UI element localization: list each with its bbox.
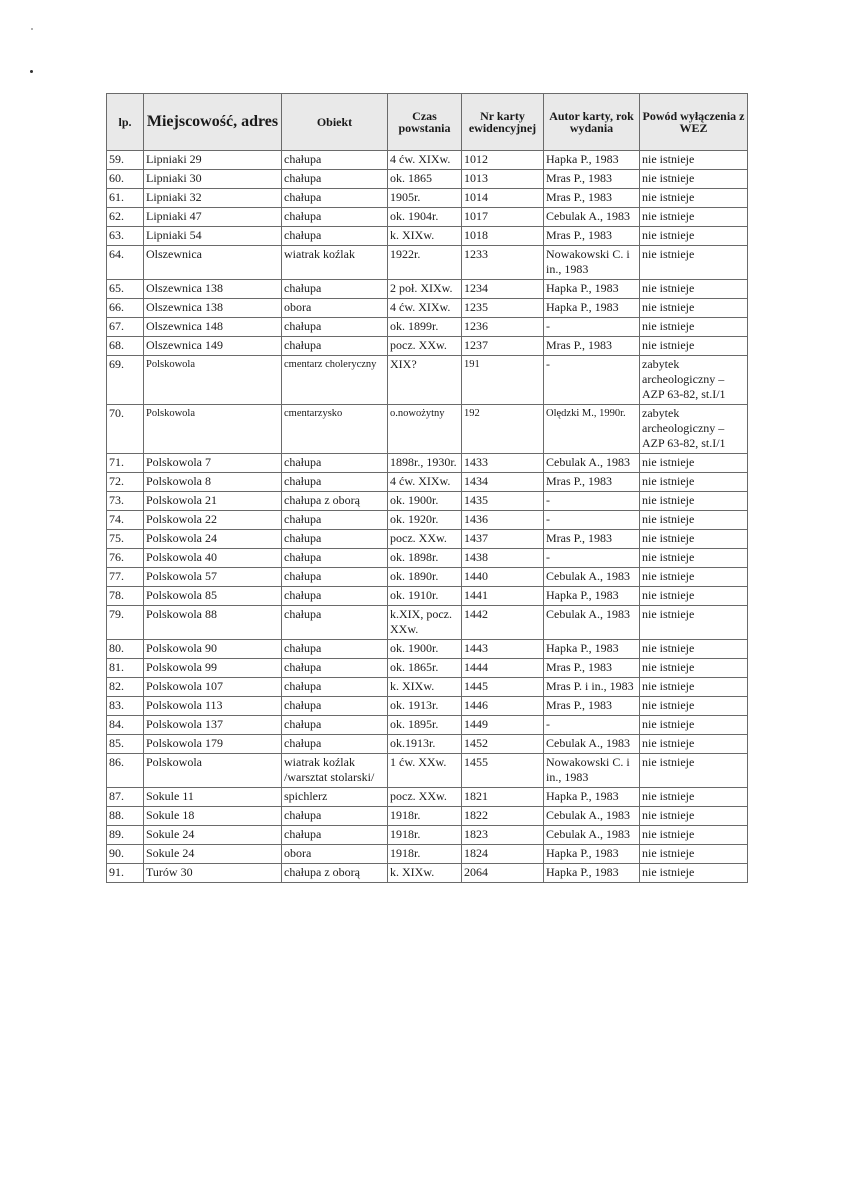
cell-lp: 75.: [107, 530, 144, 549]
column-header-object: Obiekt: [282, 94, 388, 151]
cell-card-number: 1012: [462, 151, 544, 170]
cell-author: -: [544, 511, 640, 530]
cell-object: chałupa: [282, 337, 388, 356]
cell-reason: nie istnieje: [640, 659, 748, 678]
cell-location: Polskowola: [144, 356, 282, 405]
cell-reason: nie istnieje: [640, 735, 748, 754]
cell-object: obora: [282, 299, 388, 318]
cell-object: chałupa: [282, 280, 388, 299]
cell-author: -: [544, 492, 640, 511]
cell-lp: 78.: [107, 587, 144, 606]
cell-date: ok. 1910r.: [388, 587, 462, 606]
cell-card-number: 1822: [462, 807, 544, 826]
cell-reason: nie istnieje: [640, 530, 748, 549]
cell-date: 4 ćw. XIXw.: [388, 299, 462, 318]
cell-reason: zabytek archeologiczny – AZP 63-82, st.I/1: [640, 356, 748, 405]
column-header-author: Autor karty, rok wydania: [544, 94, 640, 151]
cell-reason: nie istnieje: [640, 473, 748, 492]
cell-card-number: 1441: [462, 587, 544, 606]
table-row: [107, 246, 748, 280]
cell-object: chałupa: [282, 189, 388, 208]
cell-date: ok. 1904r.: [388, 208, 462, 227]
cell-location: Lipniaki 47: [144, 208, 282, 227]
cell-author: Hapka P., 1983: [544, 640, 640, 659]
table-row: [107, 587, 748, 606]
cell-card-number: 1434: [462, 473, 544, 492]
cell-reason: nie istnieje: [640, 697, 748, 716]
cell-card-number: 1018: [462, 227, 544, 246]
cell-object: chałupa: [282, 807, 388, 826]
cell-lp: 87.: [107, 788, 144, 807]
cell-location: Turów 30: [144, 864, 282, 883]
cell-card-number: 1234: [462, 280, 544, 299]
cell-lp: 83.: [107, 697, 144, 716]
cell-lp: 65.: [107, 280, 144, 299]
table-row: [107, 826, 748, 845]
table-row: [107, 492, 748, 511]
scan-speck: [31, 28, 33, 30]
cell-object: wiatrak koźlak /warsztat stolarski/: [282, 754, 388, 788]
cell-lp: 67.: [107, 318, 144, 337]
table-row: [107, 549, 748, 568]
table-row: [107, 568, 748, 587]
cell-date: k.XIX, pocz. XXw.: [388, 606, 462, 640]
cell-date: 4 ćw. XIXw.: [388, 151, 462, 170]
cell-card-number: 1446: [462, 697, 544, 716]
cell-reason: nie istnieje: [640, 511, 748, 530]
cell-author: Nowakowski C. i in., 1983: [544, 246, 640, 280]
cell-date: ok. 1895r.: [388, 716, 462, 735]
table-row: [107, 337, 748, 356]
cell-location: Polskowola 7: [144, 454, 282, 473]
cell-lp: 62.: [107, 208, 144, 227]
cell-lp: 68.: [107, 337, 144, 356]
cell-lp: 66.: [107, 299, 144, 318]
cell-lp: 88.: [107, 807, 144, 826]
cell-object: chałupa: [282, 208, 388, 227]
cell-reason: nie istnieje: [640, 864, 748, 883]
cell-date: ok. 1913r.: [388, 697, 462, 716]
cell-location: Polskowola 57: [144, 568, 282, 587]
table-row: [107, 280, 748, 299]
table-row: [107, 405, 748, 454]
table-row: [107, 864, 748, 883]
cell-lp: 76.: [107, 549, 144, 568]
cell-lp: 90.: [107, 845, 144, 864]
cell-reason: nie istnieje: [640, 826, 748, 845]
table-body: [107, 151, 748, 883]
cell-reason: nie istnieje: [640, 606, 748, 640]
cell-reason: nie istnieje: [640, 280, 748, 299]
cell-card-number: 1433: [462, 454, 544, 473]
table-row: [107, 678, 748, 697]
cell-location: Polskowola 24: [144, 530, 282, 549]
cell-object: chałupa: [282, 549, 388, 568]
cell-card-number: 1438: [462, 549, 544, 568]
cell-date: ok. 1899r.: [388, 318, 462, 337]
cell-location: Lipniaki 30: [144, 170, 282, 189]
cell-reason: nie istnieje: [640, 227, 748, 246]
cell-author: Cebulak A., 1983: [544, 208, 640, 227]
cell-object: chałupa: [282, 151, 388, 170]
table-header-row: [107, 94, 748, 151]
cell-card-number: 1013: [462, 170, 544, 189]
cell-card-number: 2064: [462, 864, 544, 883]
cell-card-number: 1442: [462, 606, 544, 640]
cell-lp: 74.: [107, 511, 144, 530]
cell-lp: 86.: [107, 754, 144, 788]
table-row: [107, 697, 748, 716]
cell-reason: nie istnieje: [640, 678, 748, 697]
cell-lp: 81.: [107, 659, 144, 678]
cell-card-number: 1824: [462, 845, 544, 864]
table-row: [107, 454, 748, 473]
table-row: [107, 318, 748, 337]
cell-location: Polskowola 137: [144, 716, 282, 735]
cell-lp: 82.: [107, 678, 144, 697]
cell-date: ok. 1890r.: [388, 568, 462, 587]
cell-reason: nie istnieje: [640, 208, 748, 227]
cell-author: -: [544, 716, 640, 735]
cell-date: XIX?: [388, 356, 462, 405]
cell-date: 2 poł. XIXw.: [388, 280, 462, 299]
cell-author: Mras P., 1983: [544, 697, 640, 716]
cell-author: Mras P., 1983: [544, 337, 640, 356]
cell-card-number: 191: [462, 356, 544, 405]
cell-location: Polskowola 22: [144, 511, 282, 530]
cell-author: Hapka P., 1983: [544, 864, 640, 883]
cell-author: -: [544, 549, 640, 568]
cell-author: Hapka P., 1983: [544, 788, 640, 807]
cell-object: chałupa: [282, 587, 388, 606]
cell-location: Lipniaki 54: [144, 227, 282, 246]
cell-date: 4 ćw. XIXw.: [388, 473, 462, 492]
cell-object: chałupa: [282, 716, 388, 735]
cell-location: Olszewnica: [144, 246, 282, 280]
cell-reason: nie istnieje: [640, 189, 748, 208]
table-row: [107, 170, 748, 189]
cell-object: chałupa: [282, 530, 388, 549]
cell-author: Nowakowski C. i in., 1983: [544, 754, 640, 788]
cell-lp: 73.: [107, 492, 144, 511]
cell-author: Hapka P., 1983: [544, 845, 640, 864]
cell-date: ok. 1898r.: [388, 549, 462, 568]
cell-location: Polskowola: [144, 405, 282, 454]
table-row: [107, 208, 748, 227]
table-row: [107, 659, 748, 678]
cell-location: Polskowola 40: [144, 549, 282, 568]
cell-object: cmentarz choleryczny: [282, 356, 388, 405]
cell-lp: 60.: [107, 170, 144, 189]
cell-date: ok. 1920r.: [388, 511, 462, 530]
cell-date: ok.1913r.: [388, 735, 462, 754]
cell-author: Hapka P., 1983: [544, 587, 640, 606]
cell-date: 1922r.: [388, 246, 462, 280]
table-row: [107, 606, 748, 640]
cell-location: Lipniaki 29: [144, 151, 282, 170]
cell-location: Olszewnica 148: [144, 318, 282, 337]
table-row: [107, 511, 748, 530]
cell-card-number: 1455: [462, 754, 544, 788]
table-row: [107, 716, 748, 735]
cell-card-number: 1236: [462, 318, 544, 337]
cell-object: chałupa: [282, 606, 388, 640]
cell-object: chałupa: [282, 640, 388, 659]
cell-card-number: 1445: [462, 678, 544, 697]
cell-date: pocz. XXw.: [388, 337, 462, 356]
cell-author: Mras P., 1983: [544, 473, 640, 492]
cell-reason: nie istnieje: [640, 170, 748, 189]
cell-lp: 79.: [107, 606, 144, 640]
cell-reason: nie istnieje: [640, 640, 748, 659]
cell-author: Cebulak A., 1983: [544, 807, 640, 826]
cell-date: 1 ćw. XXw.: [388, 754, 462, 788]
cell-reason: nie istnieje: [640, 716, 748, 735]
cell-object: chałupa: [282, 473, 388, 492]
column-header-card-number: Nr karty ewidencyjnej: [462, 94, 544, 151]
cell-date: pocz. XXw.: [388, 530, 462, 549]
cell-author: Cebulak A., 1983: [544, 826, 640, 845]
cell-object: chałupa: [282, 735, 388, 754]
cell-date: o.nowożytny: [388, 405, 462, 454]
cell-lp: 63.: [107, 227, 144, 246]
cell-author: Cebulak A., 1983: [544, 568, 640, 587]
cell-location: Olszewnica 138: [144, 299, 282, 318]
cell-card-number: 1436: [462, 511, 544, 530]
cell-date: ok. 1900r.: [388, 492, 462, 511]
cell-reason: zabytek archeologiczny – AZP 63-82, st.I/1: [640, 405, 748, 454]
table-row: [107, 356, 748, 405]
cell-reason: nie istnieje: [640, 845, 748, 864]
scan-speck: [30, 70, 33, 73]
cell-author: Cebulak A., 1983: [544, 735, 640, 754]
cell-reason: nie istnieje: [640, 807, 748, 826]
cell-card-number: 1443: [462, 640, 544, 659]
cell-card-number: 1437: [462, 530, 544, 549]
cell-location: Polskowola 21: [144, 492, 282, 511]
table-row: [107, 473, 748, 492]
cell-lp: 84.: [107, 716, 144, 735]
cell-card-number: 1823: [462, 826, 544, 845]
heritage-table: [106, 93, 748, 883]
cell-lp: 64.: [107, 246, 144, 280]
cell-reason: nie istnieje: [640, 754, 748, 788]
cell-object: chałupa: [282, 227, 388, 246]
cell-lp: 89.: [107, 826, 144, 845]
cell-author: -: [544, 318, 640, 337]
cell-author: Cebulak A., 1983: [544, 454, 640, 473]
cell-reason: nie istnieje: [640, 492, 748, 511]
cell-object: spichlerz: [282, 788, 388, 807]
cell-location: Polskowola 85: [144, 587, 282, 606]
cell-object: chałupa z oborą: [282, 492, 388, 511]
cell-lp: 77.: [107, 568, 144, 587]
cell-location: Sokule 24: [144, 826, 282, 845]
cell-lp: 61.: [107, 189, 144, 208]
cell-location: Polskowola 179: [144, 735, 282, 754]
cell-reason: nie istnieje: [640, 568, 748, 587]
cell-location: Sokule 24: [144, 845, 282, 864]
cell-author: Hapka P., 1983: [544, 280, 640, 299]
cell-date: 1898r., 1930r.: [388, 454, 462, 473]
table-row: [107, 299, 748, 318]
cell-reason: nie istnieje: [640, 151, 748, 170]
table-row: [107, 845, 748, 864]
cell-lp: 70.: [107, 405, 144, 454]
table-row: [107, 189, 748, 208]
cell-reason: nie istnieje: [640, 337, 748, 356]
cell-lp: 72.: [107, 473, 144, 492]
cell-object: chałupa: [282, 454, 388, 473]
cell-object: chałupa: [282, 826, 388, 845]
cell-object: chałupa: [282, 678, 388, 697]
cell-author: Mras P., 1983: [544, 530, 640, 549]
cell-location: Polskowola 99: [144, 659, 282, 678]
cell-card-number: 1444: [462, 659, 544, 678]
cell-lp: 85.: [107, 735, 144, 754]
cell-date: k. XIXw.: [388, 678, 462, 697]
cell-card-number: 1440: [462, 568, 544, 587]
cell-object: cmentarzysko: [282, 405, 388, 454]
cell-location: Olszewnica 138: [144, 280, 282, 299]
cell-location: Polskowola 113: [144, 697, 282, 716]
cell-lp: 59.: [107, 151, 144, 170]
cell-card-number: 1449: [462, 716, 544, 735]
column-header-lp: lp.: [107, 94, 144, 151]
cell-card-number: 192: [462, 405, 544, 454]
cell-date: 1918r.: [388, 845, 462, 864]
cell-reason: nie istnieje: [640, 454, 748, 473]
cell-card-number: 1235: [462, 299, 544, 318]
cell-object: chałupa: [282, 568, 388, 587]
cell-author: Mras P., 1983: [544, 170, 640, 189]
cell-author: Mras P., 1983: [544, 659, 640, 678]
cell-card-number: 1452: [462, 735, 544, 754]
cell-date: pocz. XXw.: [388, 788, 462, 807]
cell-location: Polskowola 88: [144, 606, 282, 640]
cell-object: obora: [282, 845, 388, 864]
cell-reason: nie istnieje: [640, 246, 748, 280]
cell-location: Sokule 18: [144, 807, 282, 826]
cell-author: Cebulak A., 1983: [544, 606, 640, 640]
table-row: [107, 735, 748, 754]
cell-reason: nie istnieje: [640, 318, 748, 337]
cell-location: Polskowola: [144, 754, 282, 788]
cell-lp: 69.: [107, 356, 144, 405]
cell-location: Sokule 11: [144, 788, 282, 807]
cell-author: Mras P., 1983: [544, 189, 640, 208]
cell-reason: nie istnieje: [640, 549, 748, 568]
cell-date: 1905r.: [388, 189, 462, 208]
table-row: [107, 227, 748, 246]
cell-card-number: 1017: [462, 208, 544, 227]
cell-card-number: 1233: [462, 246, 544, 280]
cell-author: Hapka P., 1983: [544, 299, 640, 318]
cell-object: chałupa: [282, 318, 388, 337]
cell-location: Polskowola 107: [144, 678, 282, 697]
cell-location: Polskowola 90: [144, 640, 282, 659]
cell-object: wiatrak koźlak: [282, 246, 388, 280]
cell-reason: nie istnieje: [640, 299, 748, 318]
cell-date: k. XIXw.: [388, 864, 462, 883]
column-header-reason: Powód wyłączenia z WEZ: [640, 94, 748, 151]
cell-date: k. XIXw.: [388, 227, 462, 246]
table-row: [107, 151, 748, 170]
cell-object: chałupa: [282, 659, 388, 678]
cell-date: ok. 1865: [388, 170, 462, 189]
cell-lp: 71.: [107, 454, 144, 473]
table-row: [107, 530, 748, 549]
cell-author: Mras P., 1983: [544, 227, 640, 246]
table-row: [107, 640, 748, 659]
cell-card-number: 1435: [462, 492, 544, 511]
cell-lp: 91.: [107, 864, 144, 883]
cell-author: Mras P. i in., 1983: [544, 678, 640, 697]
table-row: [107, 807, 748, 826]
column-header-location: Miejscowość, adres: [144, 94, 282, 151]
column-header-date: Czas powstania: [388, 94, 462, 151]
cell-object: chałupa: [282, 170, 388, 189]
cell-card-number: 1821: [462, 788, 544, 807]
cell-card-number: 1014: [462, 189, 544, 208]
cell-object: chałupa: [282, 697, 388, 716]
cell-date: ok. 1900r.: [388, 640, 462, 659]
cell-reason: nie istnieje: [640, 587, 748, 606]
cell-location: Olszewnica 149: [144, 337, 282, 356]
table-row: [107, 788, 748, 807]
cell-object: chałupa: [282, 511, 388, 530]
cell-location: Lipniaki 32: [144, 189, 282, 208]
cell-card-number: 1237: [462, 337, 544, 356]
cell-author: Olędzki M., 1990r.: [544, 405, 640, 454]
cell-date: ok. 1865r.: [388, 659, 462, 678]
cell-author: Hapka P., 1983: [544, 151, 640, 170]
cell-lp: 80.: [107, 640, 144, 659]
cell-author: -: [544, 356, 640, 405]
cell-location: Polskowola 8: [144, 473, 282, 492]
cell-reason: nie istnieje: [640, 788, 748, 807]
cell-object: chałupa z oborą: [282, 864, 388, 883]
table-row: [107, 754, 748, 788]
cell-date: 1918r.: [388, 826, 462, 845]
cell-date: 1918r.: [388, 807, 462, 826]
